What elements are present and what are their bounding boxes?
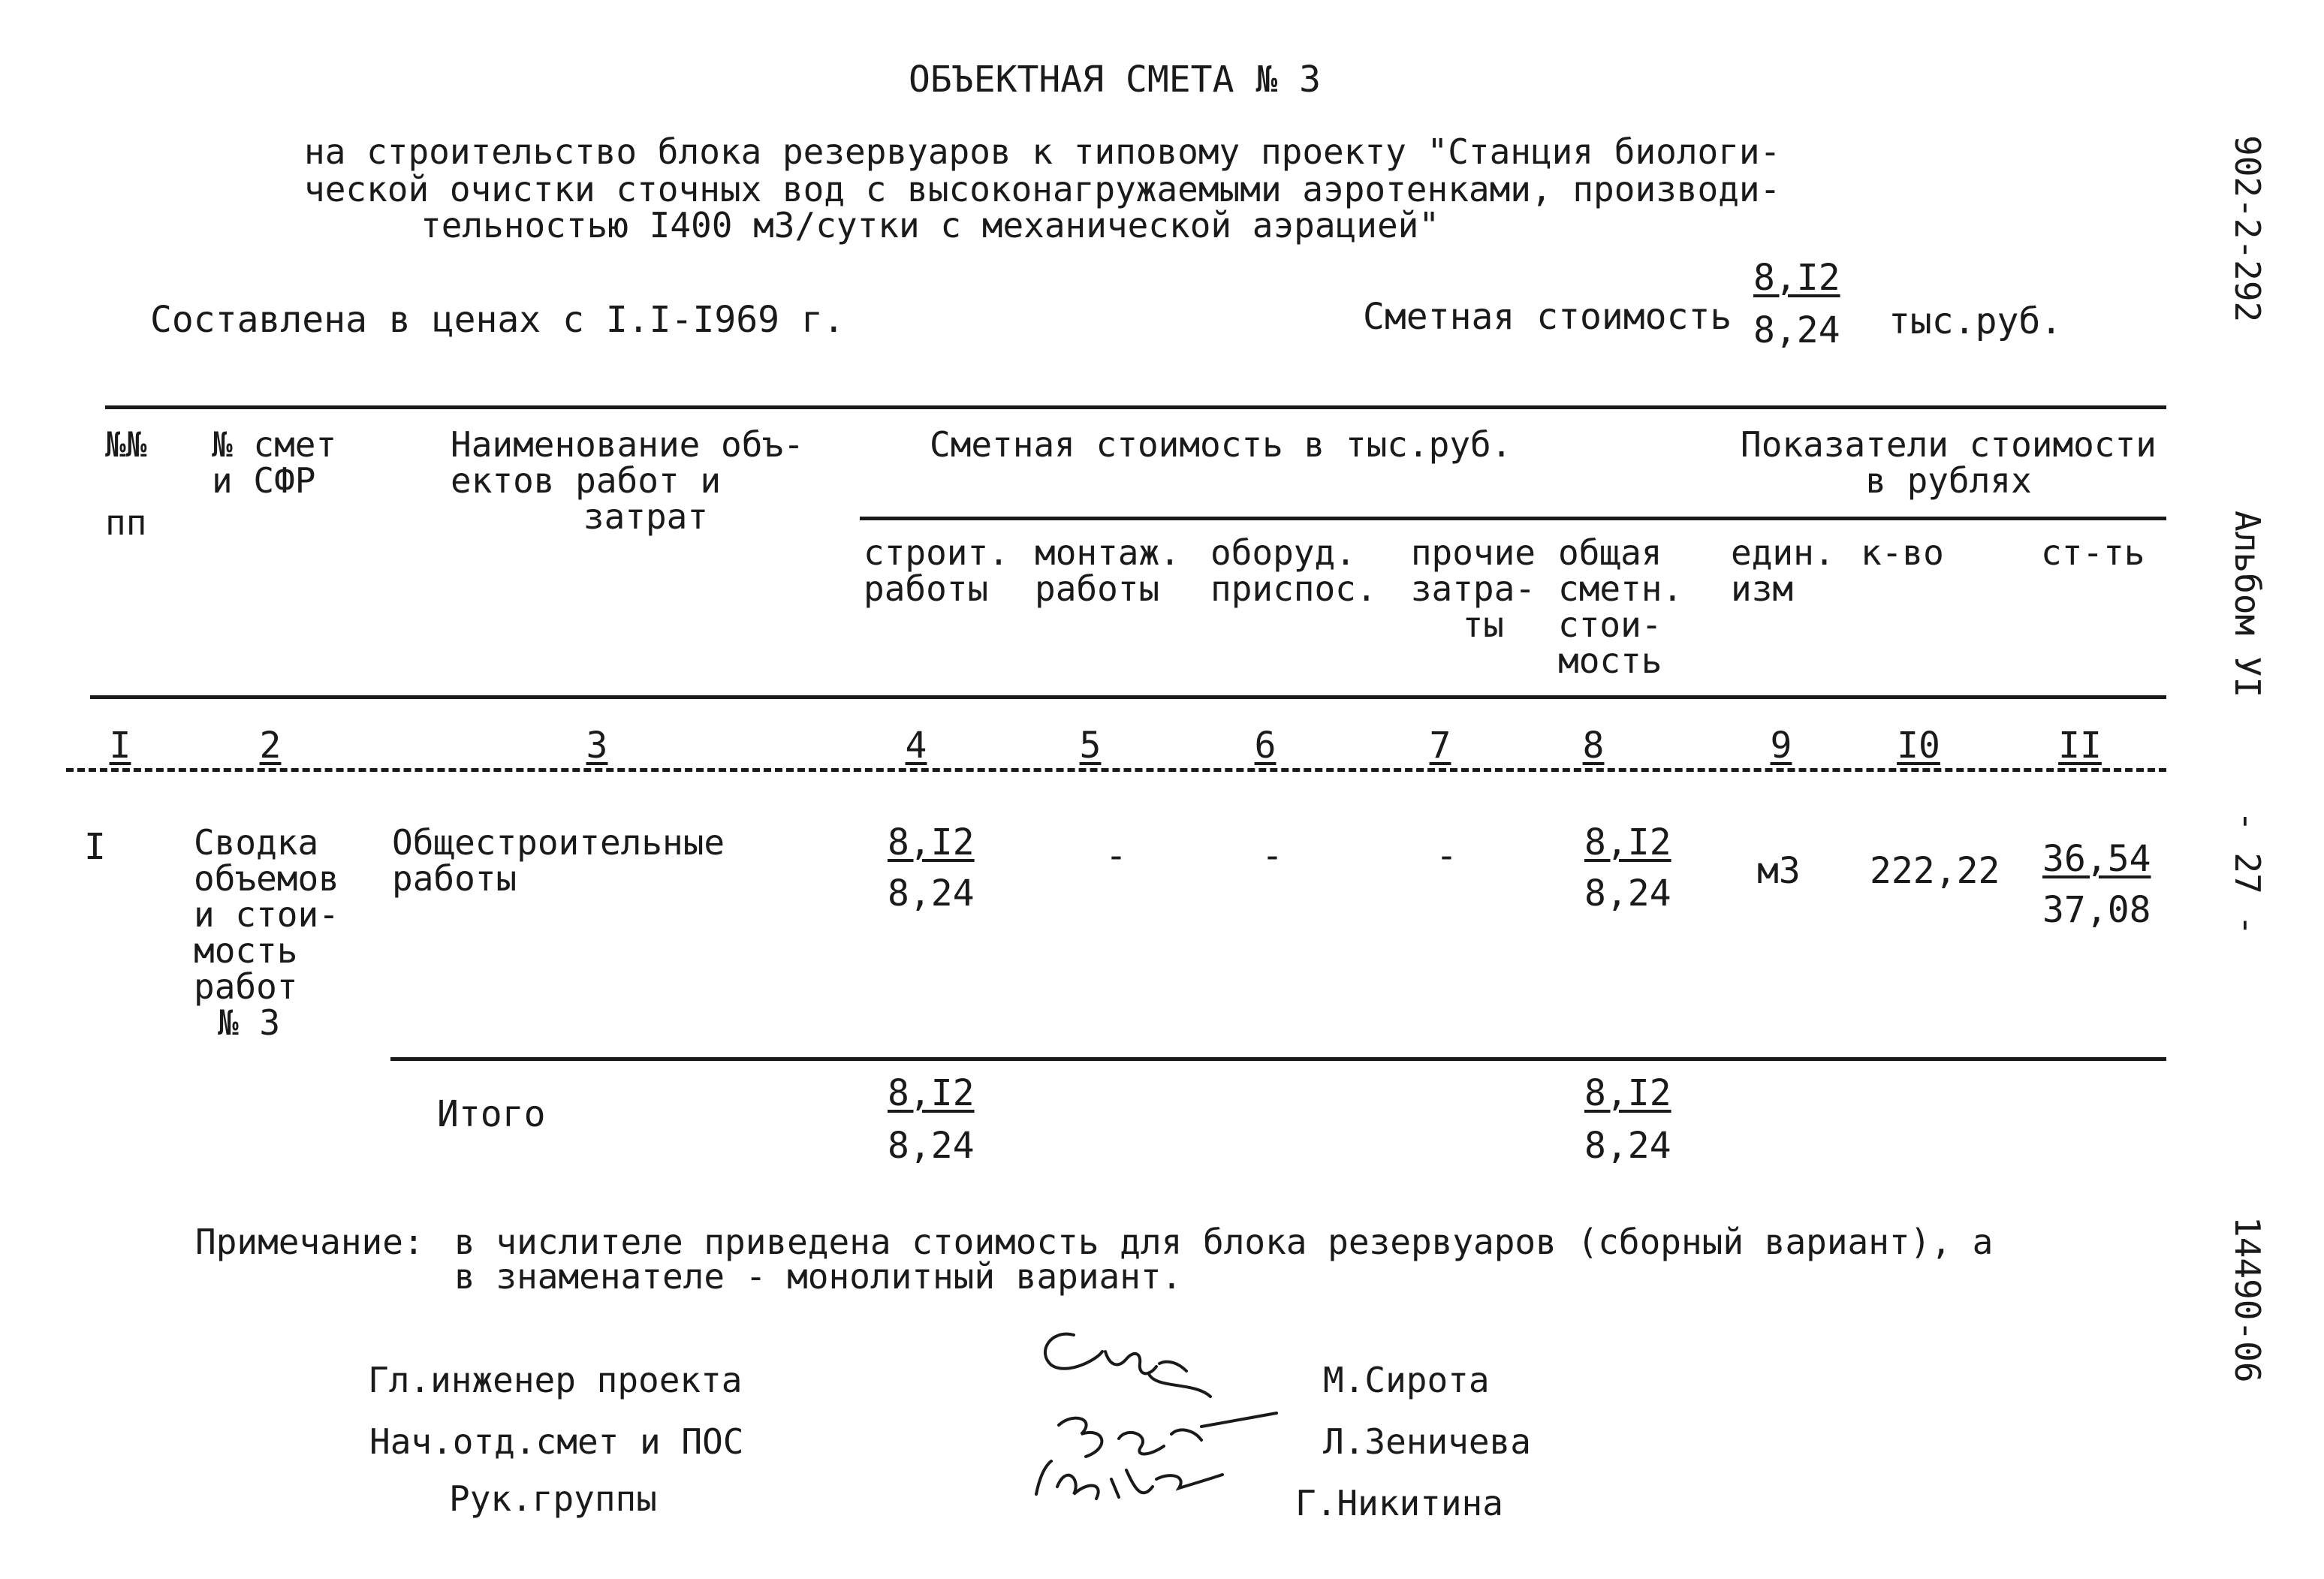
header-nn-2: пп	[105, 502, 147, 543]
row-1-stroit-denominator: 8,24	[888, 872, 975, 915]
header-name-line-1: Наименование объ-	[451, 424, 804, 465]
total-label: Итого	[437, 1093, 546, 1135]
row-1-smet	[194, 824, 339, 1041]
header-stroit-line-1: строит.	[864, 532, 1009, 573]
header-kvo: к-во	[1861, 532, 1944, 573]
header-montazh	[1035, 532, 1180, 609]
header-oborud-line-1: оборуд.	[1210, 532, 1356, 573]
column-number-4: 4	[905, 725, 927, 767]
signature-name-2: Л.Зеничева	[1323, 1421, 1531, 1462]
header-oborud	[1210, 532, 1377, 609]
row-1-name-line-2: работы	[392, 858, 517, 899]
header-name-line-3: затрат	[583, 496, 709, 537]
column-number-9: 9	[1770, 725, 1792, 767]
column-numbers-rule	[66, 768, 2166, 772]
header-obshaya-line-2: сметн.	[1558, 568, 1683, 609]
header-edin	[1731, 532, 1835, 609]
row-1-smet-line-5: работ	[194, 966, 298, 1007]
note-line-2: в знаменателе - монолитный вариант.	[454, 1256, 1183, 1297]
row-1-smet-line-3: и стои-	[194, 894, 339, 935]
column-number-11: II	[2058, 725, 2102, 767]
column-number-5: 5	[1079, 725, 1102, 767]
header-name-line-2: ектов работ и	[451, 460, 722, 501]
side-album: Альбом УI	[2227, 511, 2268, 698]
header-montazh-line-1: монтаж.	[1035, 532, 1180, 573]
header-indicators-line-2: в рублях	[1865, 460, 2032, 501]
header-bottom-rule	[90, 695, 2166, 699]
header-edin-line-2: изм	[1731, 568, 1794, 609]
total-stroit-numerator: 8,I2	[888, 1072, 975, 1114]
column-number-10: I0	[1897, 725, 1940, 767]
cost-denominator: 8,24	[1753, 309, 1840, 351]
row-1-montazh: -	[1105, 835, 1127, 877]
row-1-oborud: -	[1261, 835, 1283, 877]
row-1-obshaya-numerator: 8,I2	[1584, 821, 1671, 863]
row-1-smet-line-2: объемов	[194, 858, 339, 899]
header-prochie-line-3: ты	[1462, 604, 1504, 645]
header-edin-line-1: един.	[1731, 532, 1835, 573]
header-stroit-line-2: работы	[864, 568, 989, 609]
header-smet-line-2: и СФР	[212, 460, 316, 501]
row-1-edin: м3	[1757, 850, 1801, 892]
cost-numerator: 8,I2	[1753, 257, 1840, 299]
header-nn: №№	[105, 424, 147, 465]
column-number-6: 6	[1254, 725, 1277, 767]
signature-role-2: Нач.отд.смет и ПОС	[369, 1421, 744, 1462]
header-sub-rule	[860, 517, 2166, 520]
document-title: ОБЪЕКТНАЯ СМЕТА № 3	[909, 59, 1322, 101]
header-obshaya-line-1: общая	[1558, 532, 1662, 573]
header-indicators-group	[1727, 426, 2170, 499]
header-prochie-line-1: прочие	[1410, 532, 1536, 573]
header-smet-line-1: № смет	[212, 424, 337, 465]
row-1-smet-line-1: Сводка	[194, 822, 319, 863]
header-name	[451, 426, 841, 535]
total-obshaya-denominator: 8,24	[1584, 1125, 1671, 1167]
header-smet	[212, 426, 336, 499]
row-1-kvo: 222,22	[1870, 850, 2000, 892]
total-stroit-denominator: 8,24	[888, 1125, 975, 1167]
column-number-3: 3	[586, 725, 608, 767]
row-1-nn: I	[84, 826, 106, 868]
row-1-stroit-numerator: 8,I2	[888, 821, 975, 863]
header-obshaya-line-3: стои-	[1558, 604, 1662, 645]
header-stt: ст-ть	[2041, 532, 2145, 573]
column-number-2: 2	[259, 725, 282, 767]
header-obshaya	[1558, 532, 1683, 681]
side-page: - 27 -	[2227, 811, 2268, 936]
column-number-1: I	[109, 725, 131, 767]
total-rule	[390, 1057, 2166, 1061]
handwritten-signatures	[1021, 1306, 1292, 1532]
row-1-name	[392, 822, 725, 899]
subtitle-line-3: тельностью I400 м3/сутки с механической аэрацией"	[420, 205, 1440, 246]
header-prochie	[1404, 532, 1536, 645]
total-obshaya-numerator: 8,I2	[1584, 1072, 1671, 1114]
cost-unit: тыс.руб.	[1888, 300, 2063, 342]
note-label: Примечание:	[195, 1222, 424, 1262]
subtitle-line-1: на строительство блока резервуаров к типовому проекту "Станция биологи-	[304, 131, 1781, 172]
row-1-stt-numerator: 36,54	[2042, 838, 2151, 880]
row-1-prochie: -	[1436, 835, 1457, 877]
prices-basis: Составлена в ценах с I.I-I969 г.	[150, 299, 845, 341]
header-prochie-line-2: затра-	[1410, 568, 1536, 609]
subtitle-line-2: ческой очистки сточных вод с высоконагружаемыми аэротенками, производи-	[304, 169, 1781, 209]
row-1-name-line-1: Общестроительные	[392, 822, 725, 863]
header-stroit	[864, 532, 1009, 609]
header-obshaya-line-4: мость	[1558, 640, 1662, 681]
row-1-smet-line-4: мость	[194, 930, 298, 971]
signature-name-1: М.Сирота	[1323, 1360, 1490, 1400]
row-1-smet-line-6: № 3	[218, 1002, 281, 1043]
cost-label: Сметная стоимость	[1363, 296, 1732, 338]
note-line-1: в числителе приведена стоимость для блока резервуаров (сборный вариант), а	[454, 1222, 1994, 1262]
header-oborud-line-2: приспос.	[1210, 568, 1377, 609]
signature-role-3: Рук.группы	[449, 1478, 657, 1519]
signature-role-1: Гл.инженер проекта	[368, 1360, 743, 1400]
header-cost-group: Сметная стоимость в тыс.руб.	[930, 424, 1512, 465]
row-1-stt-denominator: 37,08	[2042, 889, 2151, 931]
row-1-obshaya-denominator: 8,24	[1584, 872, 1671, 915]
header-indicators-line-1: Показатели стоимости	[1741, 424, 2157, 465]
signature-name-3: Г.Никитина	[1295, 1483, 1503, 1523]
side-code: 902-2-292	[2227, 135, 2268, 323]
header-montazh-line-2: работы	[1035, 568, 1160, 609]
table-top-rule	[105, 405, 2166, 409]
column-number-8: 8	[1582, 725, 1605, 767]
side-inventory: 14490-06	[2227, 1216, 2268, 1383]
column-number-7: 7	[1429, 725, 1451, 767]
